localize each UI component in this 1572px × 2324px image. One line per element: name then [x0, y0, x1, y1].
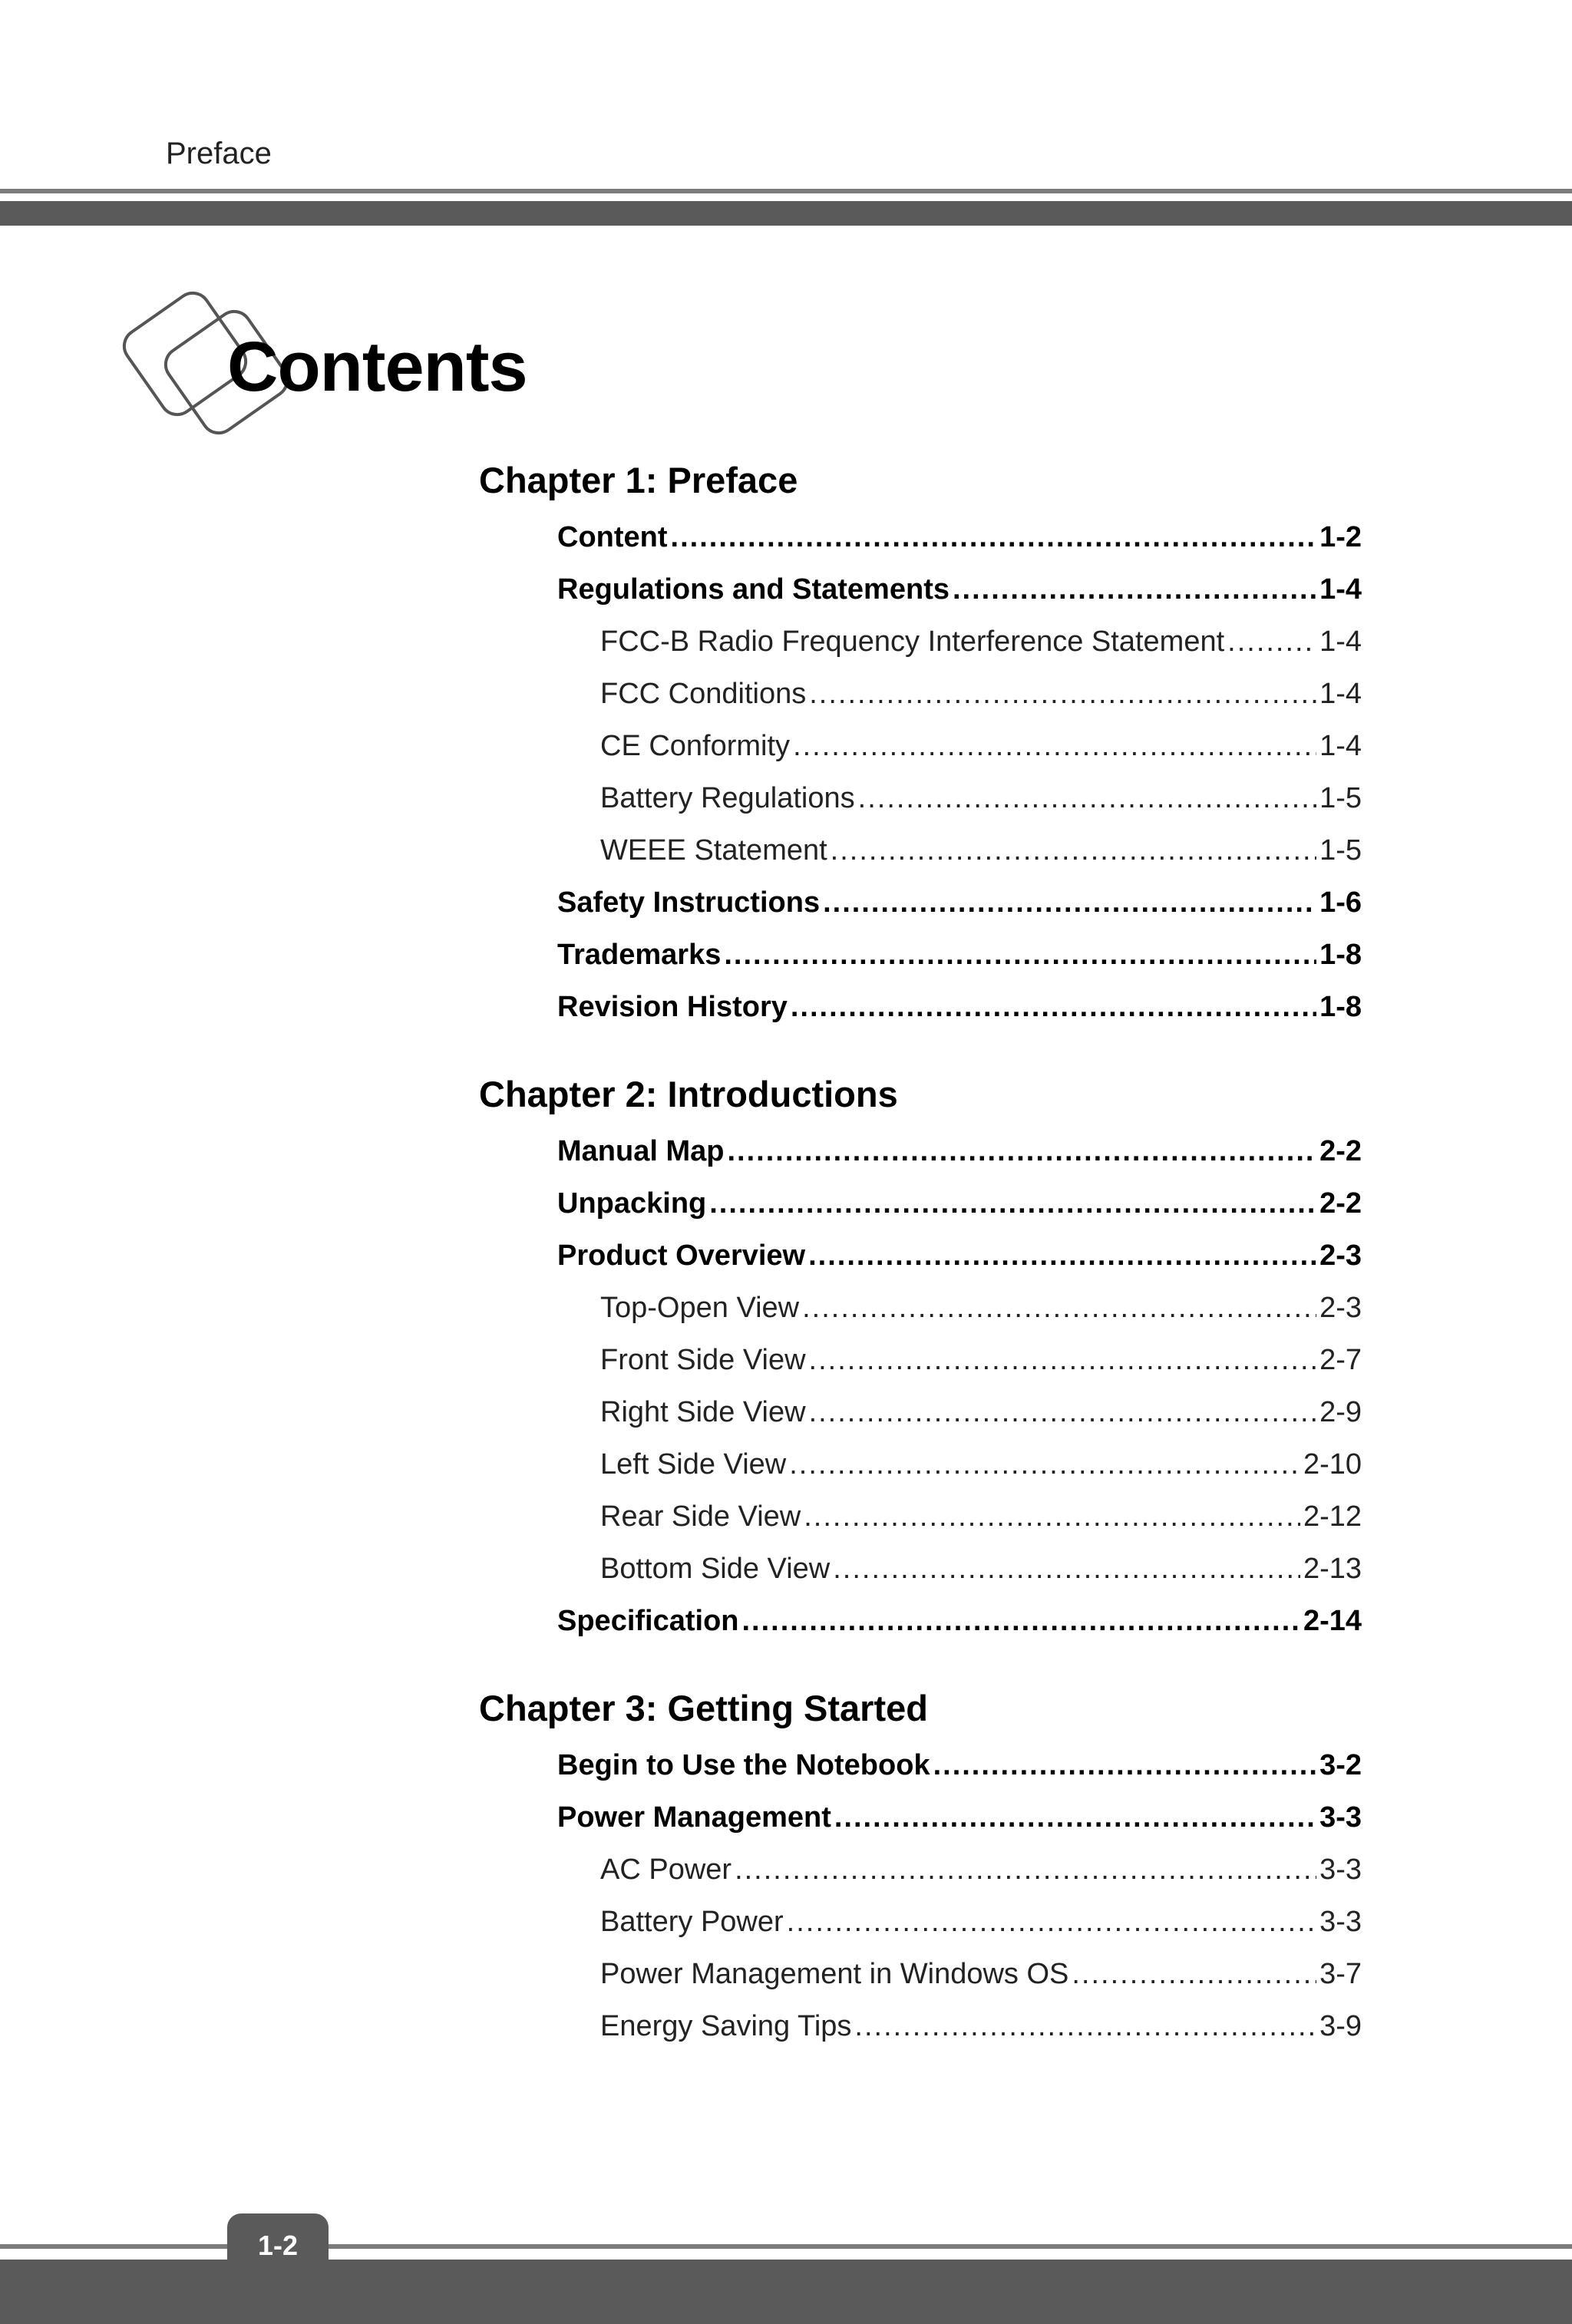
dot-leader: [858, 772, 1316, 824]
toc-entry-label: Power Management in Windows OS: [600, 1958, 1069, 1990]
toc-entry-label: Battery Power: [600, 1906, 784, 1938]
toc-entry[interactable]: [557, 929, 1362, 981]
toc-entry-label: Battery Regulations: [600, 782, 855, 814]
dot-leader: [727, 1125, 1316, 1177]
toc-entry[interactable]: [600, 1896, 1362, 1948]
dot-leader: [809, 668, 1316, 720]
toc-entry-page: 1-5: [1319, 782, 1362, 814]
table-of-contents: [479, 457, 1362, 2052]
toc-entry-label: Specification: [557, 1605, 739, 1637]
chapter-heading: Chapter 1: Preface: [479, 460, 798, 500]
toc-entry-page: 1-8: [1319, 939, 1362, 971]
chapter-heading: Chapter 2: Introductions: [479, 1074, 898, 1114]
toc-entry[interactable]: [600, 616, 1362, 668]
toc-entry[interactable]: [557, 1230, 1362, 1282]
toc-entry-label: Left Side View: [600, 1448, 787, 1481]
chapter-heading: Chapter 3: Getting Started: [479, 1688, 928, 1728]
toc-entry-page: 3-3: [1319, 1801, 1362, 1834]
toc-entry-label: Bottom Side View: [600, 1553, 831, 1585]
dot-leader: [1072, 1948, 1316, 2000]
toc-entry-page: 2-3: [1319, 1240, 1362, 1272]
toc-entry[interactable]: [557, 511, 1362, 563]
dot-leader: [823, 876, 1316, 929]
toc-entry[interactable]: [600, 1334, 1362, 1386]
toc-entry-label: Unpacking: [557, 1187, 707, 1220]
toc-entry[interactable]: [557, 563, 1362, 616]
chapter-entries: [479, 1739, 1362, 2052]
toc-entry[interactable]: [600, 1543, 1362, 1595]
toc-entry-label: Trademarks: [557, 939, 722, 971]
toc-entry-label: Safety Instructions: [557, 886, 821, 919]
chapter-section: [479, 1071, 1362, 1647]
toc-entry-page: 2-13: [1303, 1553, 1362, 1585]
toc-entry-page: 3-3: [1319, 1906, 1362, 1938]
toc-entry-label: FCC-B Radio Frequency Interference Statement: [600, 626, 1225, 658]
toc-entry-page: 3-2: [1319, 1749, 1362, 1781]
toc-entry-page: 2-3: [1319, 1292, 1362, 1324]
toc-entry-page: 2-14: [1303, 1605, 1362, 1637]
header-bar: [0, 201, 1572, 226]
dot-leader: [735, 1844, 1316, 1896]
toc-entry-label: Regulations and Statements: [557, 573, 949, 606]
toc-entry[interactable]: [600, 1490, 1362, 1543]
toc-entry[interactable]: [557, 1739, 1362, 1791]
toc-entry-page: 3-3: [1319, 1854, 1362, 1886]
toc-entry-page: 3-9: [1319, 2010, 1362, 2042]
dot-leader: [793, 720, 1316, 772]
dot-leader: [808, 1230, 1316, 1282]
toc-entry[interactable]: [600, 668, 1362, 720]
dot-leader: [854, 2000, 1316, 2052]
dot-leader: [724, 929, 1316, 981]
dot-leader: [933, 1739, 1317, 1791]
toc-entry-label: Revision History: [557, 991, 788, 1023]
toc-entry-page: 2-7: [1319, 1344, 1362, 1376]
toc-entry[interactable]: [600, 1386, 1362, 1438]
running-header: Preface: [166, 137, 272, 170]
toc-entry[interactable]: [557, 1125, 1362, 1177]
dot-leader: [809, 1386, 1317, 1438]
chapter-entries: [479, 1125, 1362, 1647]
dot-leader: [802, 1282, 1316, 1334]
toc-entry-label: Power Management: [557, 1801, 831, 1834]
toc-entry-page: 2-10: [1303, 1448, 1362, 1481]
dot-leader: [709, 1177, 1316, 1230]
toc-entry[interactable]: [557, 981, 1362, 1033]
toc-entry[interactable]: [557, 876, 1362, 929]
toc-entry-label: CE Conformity: [600, 730, 791, 762]
toc-entry-label: Right Side View: [600, 1396, 806, 1428]
toc-entry[interactable]: [600, 772, 1362, 824]
toc-entry-label: Manual Map: [557, 1135, 725, 1167]
toc-entry-page: 1-4: [1319, 730, 1362, 762]
toc-entry-page: 2-2: [1319, 1135, 1362, 1167]
dot-leader: [809, 1334, 1317, 1386]
toc-entry[interactable]: [600, 720, 1362, 772]
toc-entry-label: Energy Saving Tips: [600, 2010, 852, 2042]
dot-leader: [742, 1595, 1300, 1647]
toc-entry[interactable]: [557, 1177, 1362, 1230]
toc-entry[interactable]: [600, 1282, 1362, 1334]
toc-entry-page: 2-9: [1319, 1396, 1362, 1428]
toc-entry-label: Begin to Use the Notebook: [557, 1749, 930, 1781]
toc-entry-page: 1-8: [1319, 991, 1362, 1023]
dot-leader: [831, 824, 1316, 876]
toc-entry-page: 1-2: [1319, 521, 1362, 553]
chapter-entries: [479, 511, 1362, 1033]
toc-entry-page: 1-4: [1319, 678, 1362, 710]
dot-leader: [953, 563, 1316, 616]
toc-entry[interactable]: [600, 1438, 1362, 1490]
dot-leader: [1227, 616, 1316, 668]
toc-entry-page: 1-6: [1319, 886, 1362, 919]
toc-entry-page: 1-5: [1319, 834, 1362, 867]
toc-entry-page: 2-12: [1303, 1500, 1362, 1533]
toc-entry-label: FCC Conditions: [600, 678, 807, 710]
toc-entry-page: 1-4: [1319, 573, 1362, 606]
dot-leader: [789, 1438, 1300, 1490]
chapter-section: [479, 457, 1362, 1033]
toc-entry-page: 2-2: [1319, 1187, 1362, 1220]
dot-leader: [791, 981, 1316, 1033]
toc-entry-label: Rear Side View: [600, 1500, 801, 1533]
toc-entry-page: 1-4: [1319, 626, 1362, 658]
dot-leader: [804, 1490, 1300, 1543]
dot-leader: [787, 1896, 1316, 1948]
page-number: 1-2: [227, 2213, 329, 2275]
toc-entry-label: WEEE Statement: [600, 834, 827, 867]
toc-entry[interactable]: [600, 1844, 1362, 1896]
header-rule: [0, 189, 1572, 193]
toc-entry-label: Top-Open View: [600, 1292, 800, 1324]
toc-entry[interactable]: [557, 1791, 1362, 1844]
chapter-section: [479, 1685, 1362, 2052]
toc-entry[interactable]: [600, 1948, 1362, 2000]
toc-entry[interactable]: [557, 1595, 1362, 1647]
toc-entry-page: 3-7: [1319, 1958, 1362, 1990]
toc-entry-label: AC Power: [600, 1854, 732, 1886]
toc-entry[interactable]: [600, 824, 1362, 876]
toc-entry-label: Front Side View: [600, 1344, 806, 1376]
page-title: Contents: [227, 328, 527, 406]
dot-leader: [671, 511, 1317, 563]
dot-leader: [833, 1543, 1300, 1595]
toc-entry-label: Content: [557, 521, 668, 553]
dot-leader: [834, 1791, 1316, 1844]
toc-entry-label: Product Overview: [557, 1240, 806, 1272]
toc-entry[interactable]: [600, 2000, 1362, 2052]
